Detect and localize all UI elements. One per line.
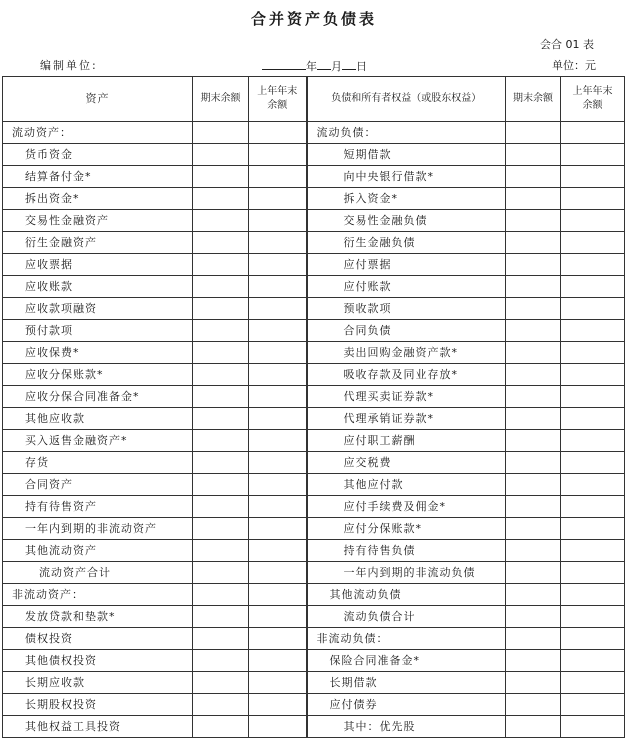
liability-item-label: 合同负债 xyxy=(307,320,506,342)
liability-prior-balance-cell[interactable] xyxy=(561,628,625,650)
asset-ending-balance-cell[interactable] xyxy=(193,386,249,408)
table-row xyxy=(3,254,625,276)
liability-ending-balance-cell[interactable] xyxy=(506,298,561,320)
liability-ending-balance-cell[interactable] xyxy=(506,716,561,738)
report-date xyxy=(262,57,367,74)
liability-item-label: 交易性金融负债 xyxy=(307,210,506,232)
asset-item-label: 流动资产： xyxy=(3,122,193,144)
asset-ending-balance-cell[interactable] xyxy=(193,408,249,430)
liability-prior-balance-cell[interactable] xyxy=(561,166,625,188)
liability-item-label: 应付票据 xyxy=(307,254,506,276)
asset-ending-balance-cell[interactable] xyxy=(193,210,249,232)
liability-prior-balance-cell[interactable] xyxy=(561,298,625,320)
asset-prior-balance-cell[interactable] xyxy=(249,496,307,518)
asset-item-label: 货币资金 xyxy=(3,144,193,166)
liability-prior-balance-cell[interactable] xyxy=(561,386,625,408)
asset-prior-balance-cell[interactable] xyxy=(249,144,307,166)
asset-item-label: 其他应收款 xyxy=(3,408,193,430)
header-ending-balance-right: 期末余额 xyxy=(506,77,561,122)
asset-prior-balance-cell[interactable] xyxy=(249,650,307,672)
table-row xyxy=(3,650,625,672)
liability-item-label: 代理买卖证券款* xyxy=(307,386,506,408)
table-row xyxy=(3,342,625,364)
liability-item-label: 应付债券 xyxy=(307,694,506,716)
asset-item-label: 应收账款 xyxy=(3,276,193,298)
liability-ending-balance-cell[interactable] xyxy=(506,188,561,210)
asset-ending-balance-cell[interactable] xyxy=(193,518,249,540)
liability-item-label: 流动负债： xyxy=(307,122,506,144)
asset-ending-balance-cell[interactable] xyxy=(193,364,249,386)
table-row xyxy=(3,408,625,430)
liability-prior-balance-cell[interactable] xyxy=(561,496,625,518)
liability-item-label: 衍生金融负债 xyxy=(307,232,506,254)
prior-balance-line2: 余额 xyxy=(267,100,288,111)
asset-ending-balance-cell[interactable] xyxy=(193,452,249,474)
liability-prior-balance-cell[interactable] xyxy=(561,672,625,694)
asset-prior-balance-cell[interactable] xyxy=(249,606,307,628)
liability-ending-balance-cell[interactable] xyxy=(506,430,561,452)
header-assets: 资产 xyxy=(3,77,193,122)
asset-item-label: 买入返售金融资产* xyxy=(3,430,193,452)
liability-item-label: 短期借款 xyxy=(307,144,506,166)
table-row xyxy=(3,518,625,540)
asset-item-label: 结算备付金* xyxy=(3,166,193,188)
liability-ending-balance-cell[interactable] xyxy=(506,518,561,540)
asset-item-label: 债权投资 xyxy=(3,628,193,650)
liability-item-label: 长期借款 xyxy=(307,672,506,694)
asset-prior-balance-cell[interactable] xyxy=(249,518,307,540)
asset-prior-balance-cell[interactable] xyxy=(249,386,307,408)
asset-item-label: 非流动资产： xyxy=(3,584,193,606)
table-row xyxy=(3,540,625,562)
liability-ending-balance-cell[interactable] xyxy=(506,562,561,584)
liability-prior-balance-cell[interactable] xyxy=(561,232,625,254)
asset-item-label: 流动资产合计 xyxy=(3,562,193,584)
asset-item-label: 持有待售资产 xyxy=(3,496,193,518)
page-title: 合并资产负债表 xyxy=(250,10,377,28)
day-label: 日 xyxy=(356,60,367,73)
asset-ending-balance-cell[interactable] xyxy=(193,342,249,364)
asset-ending-balance-cell[interactable] xyxy=(193,606,249,628)
liability-ending-balance-cell[interactable] xyxy=(506,122,561,144)
asset-item-label: 存货 xyxy=(3,452,193,474)
asset-prior-balance-cell[interactable] xyxy=(249,672,307,694)
liability-item-label: 持有待售负债 xyxy=(307,540,506,562)
liability-prior-balance-cell[interactable] xyxy=(561,408,625,430)
asset-ending-balance-cell[interactable] xyxy=(193,584,249,606)
header-prior-balance-right xyxy=(561,77,625,122)
table-row xyxy=(3,144,625,166)
header-row xyxy=(3,77,625,122)
asset-prior-balance-cell[interactable] xyxy=(249,408,307,430)
liability-item-label: 流动负债合计 xyxy=(307,606,506,628)
asset-ending-balance-cell[interactable] xyxy=(193,144,249,166)
asset-item-label: 合同资产 xyxy=(3,474,193,496)
prior-balance-line1: 上年年末 xyxy=(257,86,298,97)
table-row xyxy=(3,364,625,386)
asset-item-label: 其他流动资产 xyxy=(3,540,193,562)
liability-prior-balance-cell[interactable] xyxy=(561,342,625,364)
liability-ending-balance-cell[interactable] xyxy=(506,606,561,628)
asset-prior-balance-cell[interactable] xyxy=(249,342,307,364)
asset-item-label: 预付款项 xyxy=(3,320,193,342)
asset-prior-balance-cell[interactable] xyxy=(249,210,307,232)
table-row xyxy=(3,496,625,518)
asset-prior-balance-cell[interactable] xyxy=(249,298,307,320)
asset-item-label: 交易性金融资产 xyxy=(3,210,193,232)
liability-ending-balance-cell[interactable] xyxy=(506,254,561,276)
liability-prior-balance-cell[interactable] xyxy=(561,254,625,276)
asset-prior-balance-cell[interactable] xyxy=(249,276,307,298)
liability-item-label: 一年内到期的非流动负债 xyxy=(307,562,506,584)
table-row xyxy=(3,716,625,738)
liability-prior-balance-cell[interactable] xyxy=(561,452,625,474)
liability-prior-balance-cell[interactable] xyxy=(561,122,625,144)
liability-prior-balance-cell[interactable] xyxy=(561,562,625,584)
liability-ending-balance-cell[interactable] xyxy=(506,474,561,496)
asset-item-label: 其他权益工具投资 xyxy=(3,716,193,738)
asset-prior-balance-cell[interactable] xyxy=(249,188,307,210)
unit-label: 单位：元 xyxy=(552,59,596,72)
liability-ending-balance-cell[interactable] xyxy=(506,408,561,430)
liability-prior-balance-cell[interactable] xyxy=(561,650,625,672)
asset-item-label: 其他债权投资 xyxy=(3,650,193,672)
liability-prior-balance-cell[interactable] xyxy=(561,518,625,540)
asset-item-label: 应收分保账款* xyxy=(3,364,193,386)
liability-item-label: 保险合同准备金* xyxy=(307,650,506,672)
liability-ending-balance-cell[interactable] xyxy=(506,386,561,408)
liability-item-label: 应付职工薪酬 xyxy=(307,430,506,452)
liability-prior-balance-cell[interactable] xyxy=(561,188,625,210)
liability-prior-balance-cell[interactable] xyxy=(561,474,625,496)
prior-balance-line1: 上年年末 xyxy=(572,86,613,97)
liability-item-label: 应付分保账款* xyxy=(307,518,506,540)
asset-ending-balance-cell[interactable] xyxy=(193,496,249,518)
asset-prior-balance-cell[interactable] xyxy=(249,232,307,254)
asset-item-label: 应收保费* xyxy=(3,342,193,364)
table-row xyxy=(3,298,625,320)
asset-item-label: 长期应收款 xyxy=(3,672,193,694)
table-row xyxy=(3,210,625,232)
liability-ending-balance-cell[interactable] xyxy=(506,650,561,672)
year-label: 年 xyxy=(306,60,317,73)
header-ending-balance-left: 期末余额 xyxy=(193,77,249,122)
table-row xyxy=(3,474,625,496)
prior-balance-line2: 余额 xyxy=(582,100,603,111)
header-liabilities: 负债和所有者权益（或股东权益） xyxy=(307,77,506,122)
asset-prior-balance-cell[interactable] xyxy=(249,452,307,474)
asset-prior-balance-cell[interactable] xyxy=(249,584,307,606)
table-row xyxy=(3,584,625,606)
liability-item-label: 预收款项 xyxy=(307,298,506,320)
table-row xyxy=(3,320,625,342)
asset-item-label: 衍生金融资产 xyxy=(3,232,193,254)
asset-prior-balance-cell[interactable] xyxy=(249,364,307,386)
asset-ending-balance-cell[interactable] xyxy=(193,474,249,496)
asset-ending-balance-cell[interactable] xyxy=(193,540,249,562)
liability-ending-balance-cell[interactable] xyxy=(506,694,561,716)
liability-prior-balance-cell[interactable] xyxy=(561,320,625,342)
meta-row xyxy=(0,57,628,73)
table-row xyxy=(3,386,625,408)
liability-ending-balance-cell[interactable] xyxy=(506,342,561,364)
asset-item-label: 一年内到期的非流动资产 xyxy=(3,518,193,540)
balance-sheet-table xyxy=(2,76,625,738)
liability-ending-balance-cell[interactable] xyxy=(506,364,561,386)
asset-ending-balance-cell[interactable] xyxy=(193,122,249,144)
liability-item-label: 应付账款 xyxy=(307,276,506,298)
liability-item-label: 应付手续费及佣金* xyxy=(307,496,506,518)
org-label: 编制单位: xyxy=(40,59,98,72)
liability-item-label: 代理承销证券款* xyxy=(307,408,506,430)
asset-ending-balance-cell[interactable] xyxy=(193,166,249,188)
liability-prior-balance-cell[interactable] xyxy=(561,540,625,562)
liability-ending-balance-cell[interactable] xyxy=(506,672,561,694)
month-label: 月 xyxy=(331,60,342,73)
asset-prior-balance-cell[interactable] xyxy=(249,320,307,342)
table-row xyxy=(3,166,625,188)
liability-ending-balance-cell[interactable] xyxy=(506,584,561,606)
asset-ending-balance-cell[interactable] xyxy=(193,562,249,584)
asset-prior-balance-cell[interactable] xyxy=(249,694,307,716)
liability-prior-balance-cell[interactable] xyxy=(561,210,625,232)
table-row xyxy=(3,672,625,694)
asset-prior-balance-cell[interactable] xyxy=(249,540,307,562)
liability-ending-balance-cell[interactable] xyxy=(506,540,561,562)
liability-item-label: 非流动负债： xyxy=(307,628,506,650)
asset-ending-balance-cell[interactable] xyxy=(193,716,249,738)
liability-ending-balance-cell[interactable] xyxy=(506,166,561,188)
asset-item-label: 应收分保合同准备金* xyxy=(3,386,193,408)
table-row xyxy=(3,188,625,210)
asset-ending-balance-cell[interactable] xyxy=(193,650,249,672)
asset-prior-balance-cell[interactable] xyxy=(249,122,307,144)
liability-ending-balance-cell[interactable] xyxy=(506,232,561,254)
table-row xyxy=(3,562,625,584)
liability-ending-balance-cell[interactable] xyxy=(506,452,561,474)
liability-ending-balance-cell[interactable] xyxy=(506,210,561,232)
asset-prior-balance-cell[interactable] xyxy=(249,716,307,738)
liability-prior-balance-cell[interactable] xyxy=(561,276,625,298)
liability-ending-balance-cell[interactable] xyxy=(506,320,561,342)
table-row xyxy=(3,122,625,144)
asset-prior-balance-cell[interactable] xyxy=(249,628,307,650)
liability-item-label: 向中央银行借款* xyxy=(307,166,506,188)
asset-prior-balance-cell[interactable] xyxy=(249,166,307,188)
liability-item-label: 其他流动负债 xyxy=(307,584,506,606)
asset-item-label: 应收票据 xyxy=(3,254,193,276)
liability-item-label: 其中：优先股 xyxy=(307,716,506,738)
liability-item-label: 拆入资金* xyxy=(307,188,506,210)
asset-ending-balance-cell[interactable] xyxy=(193,298,249,320)
asset-ending-balance-cell[interactable] xyxy=(193,694,249,716)
liability-ending-balance-cell[interactable] xyxy=(506,144,561,166)
table-row xyxy=(3,452,625,474)
liability-prior-balance-cell[interactable] xyxy=(561,716,625,738)
liability-item-label: 吸收存款及同业存放* xyxy=(307,364,506,386)
liability-prior-balance-cell[interactable] xyxy=(561,694,625,716)
asset-ending-balance-cell[interactable] xyxy=(193,232,249,254)
table-row xyxy=(3,628,625,650)
liability-prior-balance-cell[interactable] xyxy=(561,430,625,452)
asset-ending-balance-cell[interactable] xyxy=(193,672,249,694)
asset-ending-balance-cell[interactable] xyxy=(193,188,249,210)
liability-item-label: 卖出回购金融资产款* xyxy=(307,342,506,364)
liability-prior-balance-cell[interactable] xyxy=(561,584,625,606)
liability-ending-balance-cell[interactable] xyxy=(506,496,561,518)
asset-prior-balance-cell[interactable] xyxy=(249,562,307,584)
table-row xyxy=(3,232,625,254)
liability-prior-balance-cell[interactable] xyxy=(561,144,625,166)
table-row xyxy=(3,694,625,716)
liability-prior-balance-cell[interactable] xyxy=(561,364,625,386)
asset-prior-balance-cell[interactable] xyxy=(249,474,307,496)
asset-item-label: 发放贷款和垫款* xyxy=(3,606,193,628)
table-row xyxy=(3,606,625,628)
asset-item-label: 应收款项融资 xyxy=(3,298,193,320)
liability-item-label: 应交税费 xyxy=(307,452,506,474)
asset-ending-balance-cell[interactable] xyxy=(193,254,249,276)
header-prior-balance-left xyxy=(249,77,307,122)
asset-item-label: 拆出资金* xyxy=(3,188,193,210)
liability-ending-balance-cell[interactable] xyxy=(506,628,561,650)
liability-ending-balance-cell[interactable] xyxy=(506,276,561,298)
asset-prior-balance-cell[interactable] xyxy=(249,430,307,452)
table-row xyxy=(3,276,625,298)
asset-item-label: 长期股权投资 xyxy=(3,694,193,716)
liability-item-label: 其他应付款 xyxy=(307,474,506,496)
asset-ending-balance-cell[interactable] xyxy=(193,430,249,452)
asset-ending-balance-cell[interactable] xyxy=(193,628,249,650)
asset-ending-balance-cell[interactable] xyxy=(193,320,249,342)
form-code: 会合 01 表 xyxy=(540,38,594,51)
asset-prior-balance-cell[interactable] xyxy=(249,254,307,276)
table-row xyxy=(3,430,625,452)
asset-ending-balance-cell[interactable] xyxy=(193,276,249,298)
liability-prior-balance-cell[interactable] xyxy=(561,606,625,628)
